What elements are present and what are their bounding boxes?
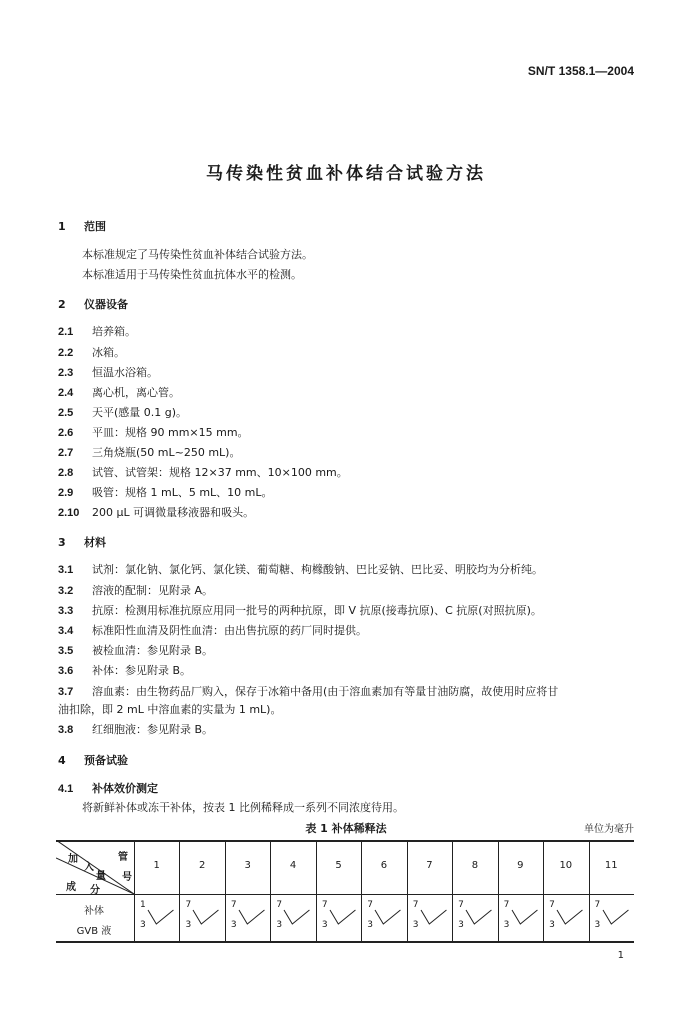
cell-value-gvb: 3 (230, 920, 237, 930)
item-text: 冰箱。 (92, 346, 125, 359)
list-item (58, 323, 136, 339)
list-item (58, 484, 273, 500)
column-header: 1 (153, 860, 160, 871)
cell-value-gvb: 3 (367, 920, 373, 930)
section-heading-3 (58, 534, 106, 550)
section-number: 2 (58, 298, 66, 311)
item-number: 3.2 (58, 585, 74, 597)
list-item (58, 780, 158, 796)
header-label-add: 加 (68, 854, 78, 865)
paragraph: 将新鲜补体或冻干补体，按表 1 比例稀释成一系列不同浓度待用。 (82, 801, 404, 814)
item-number: 3.1 (58, 564, 74, 576)
transfer-arrow-icon (328, 904, 359, 934)
transfer-arrow-icon (373, 904, 404, 934)
item-number: 3.3 (58, 605, 74, 617)
section-heading-1 (58, 218, 106, 234)
list-item (58, 602, 542, 618)
item-text: 恒温水浴箱。 (92, 366, 158, 379)
table-column-rule (316, 840, 317, 941)
list-item (58, 721, 213, 737)
row-label-complement: 补体 (84, 906, 104, 917)
cell-value-complement: 7 (367, 900, 373, 910)
row-label-gvb: GVB 液 (76, 926, 112, 937)
column-header: 7 (426, 860, 433, 871)
list-item (58, 444, 240, 460)
page-number: 1 (617, 950, 624, 961)
cell-value-complement: 7 (321, 900, 328, 910)
table-column-rule (134, 840, 135, 941)
cell-value-complement: 7 (503, 900, 510, 910)
section-title: 预备试验 (84, 754, 128, 767)
item-number: 2.3 (58, 367, 74, 379)
item-text: 补体：参见附录 B。 (92, 664, 192, 677)
item-text: 离心机，离心管。 (92, 386, 180, 399)
list-item (58, 683, 558, 699)
table-column-rule (498, 840, 499, 941)
cell-value-gvb: 3 (412, 920, 419, 930)
complement-dilution-table (56, 840, 634, 942)
header-label-component: 成 (66, 882, 76, 893)
item-number: 2.1 (58, 326, 74, 338)
cell-value-gvb: 3 (185, 920, 192, 930)
table-rule (56, 941, 634, 943)
cell-value-gvb: 3 (503, 920, 510, 930)
table-column-rule (543, 840, 544, 941)
list-item (58, 642, 213, 658)
cell-value-gvb: 3 (140, 920, 146, 930)
table-column-rule (361, 840, 362, 941)
item-text: 试管、试管架：规格 12×37 mm、10×100 mm。 (92, 466, 348, 479)
cell-value-gvb: 3 (594, 920, 601, 930)
list-item (58, 622, 367, 638)
cell-value-complement: 7 (458, 900, 464, 910)
cell-value-complement: 7 (230, 900, 237, 910)
table-column-rule (452, 840, 453, 941)
item-number: 3.4 (58, 625, 74, 637)
item-text: 三角烧瓶(50 mL~250 mL)。 (92, 446, 241, 459)
item-text: 天平(感量 0.1 g)。 (92, 406, 188, 419)
header-label-number: 号 (122, 872, 132, 883)
item-text: 试剂：氯化钠、氯化钙、氯化镁、葡萄糖、枸橼酸钠、巴比妥钠、巴比妥、明胶均为分析纯。 (92, 563, 543, 576)
column-header: 3 (244, 860, 251, 871)
section-title: 仪器设备 (84, 298, 128, 311)
cell-value-complement: 7 (276, 900, 283, 910)
transfer-arrow-icon (510, 904, 541, 934)
column-header: 10 (559, 860, 573, 871)
section-title: 范围 (84, 220, 106, 233)
item-text: 红细胞液：参见附录 B。 (92, 723, 214, 736)
header-label-tube: 管 (118, 852, 128, 863)
list-item (58, 364, 158, 380)
table-column-rule (407, 840, 408, 941)
cell-value-complement: 7 (185, 900, 192, 910)
item-number: 3.8 (58, 724, 74, 736)
item-text: 溶血素：由生物药品厂购入，保存于冰箱中备用(由于溶血素加有等量甘油防腐，故使用时应将甘 (92, 685, 559, 698)
column-header: 5 (335, 860, 342, 871)
transfer-arrow-icon (191, 904, 222, 934)
column-header: 9 (517, 860, 524, 871)
header-label-in: 入 (84, 862, 94, 873)
list-item (58, 464, 348, 480)
transfer-arrow-icon (464, 904, 495, 934)
item-number: 4.1 (58, 783, 74, 795)
transfer-arrow-icon (601, 904, 632, 934)
transfer-arrow-icon (282, 904, 313, 934)
item-text: 平皿：规格 90 mm×15 mm。 (92, 426, 249, 439)
item-number: 3.7 (58, 686, 74, 698)
transfer-arrow-icon (237, 904, 268, 934)
cell-value-gvb: 3 (276, 920, 283, 930)
item-text: 200 μL 可调微量移液器和吸头。 (92, 506, 255, 519)
item-number: 2.4 (58, 387, 74, 399)
list-item (58, 561, 543, 577)
item-text: 吸管：规格 1 mL、5 mL、10 mL。 (92, 486, 273, 499)
item-text: 补体效价测定 (92, 782, 158, 795)
item-text: 被检血清：参见附录 B。 (92, 644, 214, 657)
item-number: 2.5 (58, 407, 74, 419)
table-caption: 表 1 补体稀释法 (305, 822, 387, 835)
cell-value-complement: 7 (412, 900, 419, 910)
column-header: 2 (198, 860, 206, 871)
item-text: 标准阳性血清及阴性血清：由出售抗原的药厂同时提供。 (92, 624, 367, 637)
item-number: 2.8 (58, 467, 74, 479)
list-item (58, 582, 213, 598)
header-label-part: 分 (90, 885, 100, 896)
table-column-rule (270, 840, 271, 941)
item-text: 溶液的配制：见附录 A。 (92, 584, 214, 597)
cell-value-gvb: 3 (549, 920, 555, 930)
cell-value-gvb: 3 (458, 920, 464, 930)
section-heading-4 (58, 752, 128, 768)
section-number: 4 (58, 754, 66, 767)
section-title: 材料 (84, 536, 106, 549)
standard-code: SN/T 1358.1—2004 (527, 64, 634, 78)
list-item (58, 384, 180, 400)
item-number: 2.2 (58, 347, 74, 359)
table-unit: 单位为毫升 (584, 824, 634, 835)
column-header: 6 (380, 860, 388, 871)
item-number: 3.6 (58, 665, 74, 677)
item-number: 3.5 (58, 645, 74, 657)
table-column-rule (589, 840, 590, 941)
list-item (58, 662, 191, 678)
paragraph: 本标准规定了马传染性贫血补体结合试验方法。 (82, 248, 313, 261)
cell-value-complement: 1 (140, 900, 146, 910)
header-label-amount: 量 (96, 871, 106, 882)
item-number: 2.7 (58, 447, 74, 459)
transfer-arrow-icon (146, 904, 177, 934)
column-header: 11 (604, 860, 618, 871)
list-item (58, 504, 254, 520)
table-column-rule (225, 840, 226, 941)
transfer-arrow-icon (555, 904, 586, 934)
cell-value-complement: 7 (549, 900, 555, 910)
column-header: 8 (471, 860, 479, 871)
table-column-rule (179, 840, 180, 941)
column-header: 4 (289, 860, 297, 871)
item-number: 2.9 (58, 487, 74, 499)
transfer-arrow-icon (419, 904, 450, 934)
section-number: 3 (58, 536, 66, 549)
list-item (58, 424, 249, 440)
table-rule (56, 840, 634, 842)
cell-value-complement: 7 (594, 900, 601, 910)
list-item (58, 344, 125, 360)
item-text: 培养箱。 (92, 325, 136, 338)
cell-value-gvb: 3 (321, 920, 328, 930)
list-item (58, 404, 187, 420)
page-title: 马传染性贫血补体结合试验方法 (206, 164, 486, 184)
item-number: 2.10 (58, 507, 80, 519)
section-number: 1 (58, 220, 66, 233)
list-item-continuation: 油扣除，即 2 mL 中溶血素的实量为 1 mL)。 (58, 703, 282, 716)
paragraph: 本标准适用于马传染性贫血抗体水平的检测。 (82, 268, 302, 281)
section-heading-2 (58, 296, 128, 312)
table-rule (56, 894, 634, 895)
item-number: 2.6 (58, 427, 74, 439)
item-text: 抗原：检测用标准抗原应用同一批号的两种抗原，即 V 抗原(接毒抗原)、C 抗原(对照抗原)。 (92, 604, 542, 617)
